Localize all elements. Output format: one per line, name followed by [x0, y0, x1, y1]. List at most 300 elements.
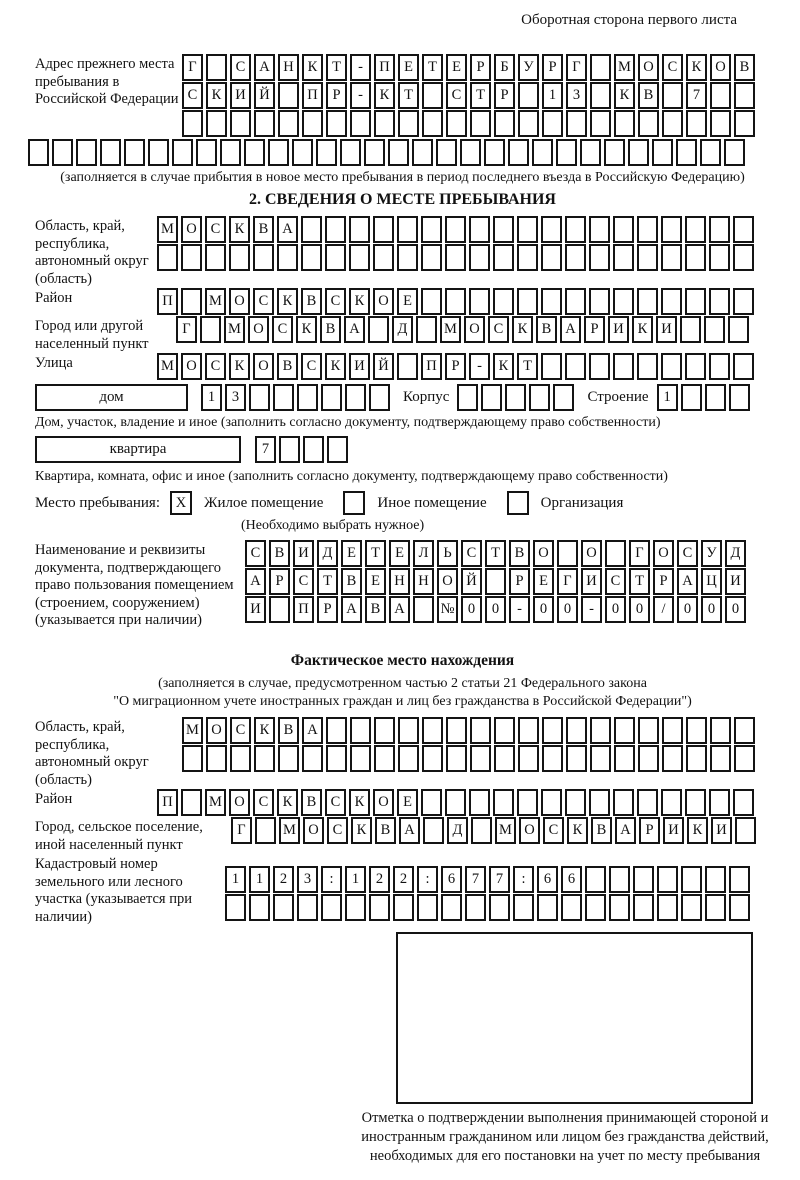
char-cell[interactable]	[273, 894, 294, 921]
char-cell[interactable]: 6	[441, 866, 462, 893]
char-cell[interactable]	[445, 216, 466, 243]
char-cell[interactable]	[565, 353, 586, 380]
char-cell[interactable]: А	[277, 216, 298, 243]
char-cell[interactable]	[709, 353, 730, 380]
char-cell[interactable]	[529, 384, 550, 411]
char-cell[interactable]	[637, 789, 658, 816]
char-cell[interactable]	[494, 110, 515, 137]
char-cell[interactable]: Г	[566, 54, 587, 81]
char-cell[interactable]: П	[302, 82, 323, 109]
char-cell[interactable]	[734, 745, 755, 772]
char-cell[interactable]: А	[344, 316, 365, 343]
char-cell[interactable]: -	[350, 82, 371, 109]
char-cell[interactable]: Г	[176, 316, 197, 343]
char-cell[interactable]: В	[509, 540, 530, 567]
char-cell[interactable]: П	[157, 789, 178, 816]
char-cell[interactable]	[505, 384, 526, 411]
char-cell[interactable]	[556, 139, 577, 166]
char-cell[interactable]: О	[533, 540, 554, 567]
char-cell[interactable]	[705, 866, 726, 893]
char-cell[interactable]	[412, 139, 433, 166]
char-cell[interactable]: С	[446, 82, 467, 109]
char-cell[interactable]	[469, 789, 490, 816]
char-cell[interactable]	[681, 866, 702, 893]
char-cell[interactable]: А	[341, 596, 362, 623]
char-cell[interactable]: К	[296, 316, 317, 343]
char-cell[interactable]: К	[351, 817, 372, 844]
char-cell[interactable]	[652, 139, 673, 166]
char-cell[interactable]	[413, 596, 434, 623]
char-cell[interactable]	[297, 384, 318, 411]
char-cell[interactable]: О	[206, 717, 227, 744]
stay-option-organization-checkbox[interactable]	[507, 491, 529, 515]
char-cell[interactable]	[460, 139, 481, 166]
char-cell[interactable]	[253, 244, 274, 271]
char-cell[interactable]	[301, 244, 322, 271]
char-cell[interactable]	[388, 139, 409, 166]
char-cell[interactable]: К	[229, 216, 250, 243]
char-cell[interactable]	[541, 353, 562, 380]
char-cell[interactable]	[680, 316, 701, 343]
char-cell[interactable]: Е	[397, 789, 418, 816]
char-cell[interactable]	[278, 745, 299, 772]
char-cell[interactable]: В	[536, 316, 557, 343]
char-cell[interactable]: Г	[629, 540, 650, 567]
char-cell[interactable]: В	[253, 216, 274, 243]
char-cell[interactable]: Й	[373, 353, 394, 380]
char-cell[interactable]: К	[254, 717, 275, 744]
char-cell[interactable]	[441, 894, 462, 921]
char-cell[interactable]: Г	[182, 54, 203, 81]
char-cell[interactable]	[561, 894, 582, 921]
char-cell[interactable]: М	[224, 316, 245, 343]
char-cell[interactable]: С	[325, 789, 346, 816]
char-cell[interactable]: Д	[392, 316, 413, 343]
char-cell[interactable]	[326, 745, 347, 772]
char-cell[interactable]	[553, 384, 574, 411]
char-cell[interactable]: 0	[701, 596, 722, 623]
char-cell[interactable]: И	[245, 596, 266, 623]
char-cell[interactable]	[493, 789, 514, 816]
char-cell[interactable]	[734, 82, 755, 109]
char-cell[interactable]	[517, 244, 538, 271]
char-cell[interactable]	[566, 110, 587, 137]
char-cell[interactable]	[661, 216, 682, 243]
char-cell[interactable]	[421, 244, 442, 271]
char-cell[interactable]	[196, 139, 217, 166]
char-cell[interactable]	[457, 384, 478, 411]
char-cell[interactable]	[470, 110, 491, 137]
char-cell[interactable]: С	[325, 288, 346, 315]
char-cell[interactable]: С	[245, 540, 266, 567]
char-cell[interactable]	[662, 717, 683, 744]
char-cell[interactable]: К	[614, 82, 635, 109]
char-cell[interactable]	[301, 216, 322, 243]
char-cell[interactable]	[494, 745, 515, 772]
char-cell[interactable]	[733, 216, 754, 243]
char-cell[interactable]: Й	[254, 82, 275, 109]
char-cell[interactable]: В	[278, 717, 299, 744]
char-cell[interactable]: С	[488, 316, 509, 343]
char-cell[interactable]: :	[417, 866, 438, 893]
char-cell[interactable]	[316, 139, 337, 166]
char-cell[interactable]	[421, 789, 442, 816]
char-cell[interactable]: В	[591, 817, 612, 844]
char-cell[interactable]: Р	[269, 568, 290, 595]
char-cell[interactable]: О	[519, 817, 540, 844]
char-cell[interactable]: Н	[413, 568, 434, 595]
char-cell[interactable]: К	[374, 82, 395, 109]
char-cell[interactable]: М	[157, 353, 178, 380]
char-cell[interactable]: :	[513, 866, 534, 893]
char-cell[interactable]: П	[374, 54, 395, 81]
char-cell[interactable]	[422, 110, 443, 137]
char-cell[interactable]: 3	[297, 866, 318, 893]
char-cell[interactable]	[637, 288, 658, 315]
char-cell[interactable]	[542, 745, 563, 772]
char-cell[interactable]	[585, 866, 606, 893]
char-cell[interactable]: О	[229, 789, 250, 816]
char-cell[interactable]	[393, 894, 414, 921]
char-cell[interactable]	[661, 789, 682, 816]
char-cell[interactable]	[681, 384, 702, 411]
char-cell[interactable]: В	[301, 288, 322, 315]
char-cell[interactable]	[417, 894, 438, 921]
char-cell[interactable]: Т	[517, 353, 538, 380]
char-cell[interactable]	[733, 244, 754, 271]
char-cell[interactable]: А	[560, 316, 581, 343]
char-cell[interactable]: Р	[584, 316, 605, 343]
char-cell[interactable]: К	[512, 316, 533, 343]
char-cell[interactable]: О	[181, 353, 202, 380]
char-cell[interactable]	[565, 216, 586, 243]
char-cell[interactable]	[542, 110, 563, 137]
char-cell[interactable]	[302, 745, 323, 772]
char-cell[interactable]	[661, 288, 682, 315]
char-cell[interactable]: А	[302, 717, 323, 744]
char-cell[interactable]	[686, 717, 707, 744]
stay-option-other-checkbox[interactable]	[343, 491, 365, 515]
char-cell[interactable]	[700, 139, 721, 166]
char-cell[interactable]	[628, 139, 649, 166]
char-cell[interactable]	[302, 110, 323, 137]
char-cell[interactable]	[350, 110, 371, 137]
char-cell[interactable]	[685, 216, 706, 243]
char-cell[interactable]: С	[461, 540, 482, 567]
char-cell[interactable]: В	[734, 54, 755, 81]
char-cell[interactable]	[373, 216, 394, 243]
char-cell[interactable]: 0	[533, 596, 554, 623]
char-cell[interactable]: О	[253, 353, 274, 380]
char-cell[interactable]	[633, 866, 654, 893]
char-cell[interactable]: В	[638, 82, 659, 109]
char-cell[interactable]	[566, 745, 587, 772]
char-cell[interactable]	[566, 717, 587, 744]
char-cell[interactable]	[613, 216, 634, 243]
char-cell[interactable]	[589, 353, 610, 380]
char-cell[interactable]	[229, 244, 250, 271]
char-cell[interactable]	[590, 82, 611, 109]
char-cell[interactable]	[181, 789, 202, 816]
char-cell[interactable]: Р	[509, 568, 530, 595]
char-cell[interactable]: К	[229, 353, 250, 380]
char-cell[interactable]	[686, 745, 707, 772]
char-cell[interactable]: О	[373, 789, 394, 816]
char-cell[interactable]	[268, 139, 289, 166]
char-cell[interactable]	[470, 717, 491, 744]
char-cell[interactable]	[637, 353, 658, 380]
char-cell[interactable]	[657, 866, 678, 893]
char-cell[interactable]: Г	[231, 817, 252, 844]
char-cell[interactable]: Т	[398, 82, 419, 109]
char-cell[interactable]	[613, 244, 634, 271]
char-cell[interactable]: К	[632, 316, 653, 343]
char-cell[interactable]	[397, 353, 418, 380]
char-cell[interactable]: С	[205, 216, 226, 243]
char-cell[interactable]	[557, 540, 578, 567]
char-cell[interactable]: В	[269, 540, 290, 567]
char-cell[interactable]: 0	[605, 596, 626, 623]
char-cell[interactable]	[321, 384, 342, 411]
char-cell[interactable]	[269, 596, 290, 623]
char-cell[interactable]	[100, 139, 121, 166]
char-cell[interactable]	[470, 745, 491, 772]
char-cell[interactable]: О	[248, 316, 269, 343]
char-cell[interactable]: С	[205, 353, 226, 380]
char-cell[interactable]	[277, 244, 298, 271]
char-cell[interactable]: М	[440, 316, 461, 343]
char-cell[interactable]: А	[615, 817, 636, 844]
char-cell[interactable]: Е	[365, 568, 386, 595]
char-cell[interactable]	[517, 216, 538, 243]
char-cell[interactable]: И	[711, 817, 732, 844]
char-cell[interactable]	[255, 817, 276, 844]
char-cell[interactable]	[614, 110, 635, 137]
char-cell[interactable]: В	[365, 596, 386, 623]
char-cell[interactable]	[662, 745, 683, 772]
char-cell[interactable]: Е	[397, 288, 418, 315]
char-cell[interactable]: Е	[446, 54, 467, 81]
char-cell[interactable]: С	[605, 568, 626, 595]
char-cell[interactable]	[345, 384, 366, 411]
char-cell[interactable]	[349, 244, 370, 271]
char-cell[interactable]	[28, 139, 49, 166]
char-cell[interactable]	[200, 316, 221, 343]
char-cell[interactable]	[661, 353, 682, 380]
stamp-box[interactable]	[396, 932, 753, 1104]
char-cell[interactable]	[590, 717, 611, 744]
char-cell[interactable]	[148, 139, 169, 166]
char-cell[interactable]	[446, 110, 467, 137]
char-cell[interactable]	[398, 745, 419, 772]
char-cell[interactable]	[638, 745, 659, 772]
char-cell[interactable]: 7	[465, 866, 486, 893]
char-cell[interactable]: Т	[470, 82, 491, 109]
char-cell[interactable]: И	[656, 316, 677, 343]
char-cell[interactable]: /	[653, 596, 674, 623]
char-cell[interactable]: О	[303, 817, 324, 844]
char-cell[interactable]	[421, 216, 442, 243]
char-cell[interactable]	[590, 54, 611, 81]
char-cell[interactable]: С	[293, 568, 314, 595]
char-cell[interactable]: И	[663, 817, 684, 844]
char-cell[interactable]: 2	[369, 866, 390, 893]
char-cell[interactable]	[605, 540, 626, 567]
char-cell[interactable]	[589, 244, 610, 271]
char-cell[interactable]	[614, 745, 635, 772]
char-cell[interactable]: Р	[653, 568, 674, 595]
char-cell[interactable]	[709, 789, 730, 816]
char-cell[interactable]: У	[701, 540, 722, 567]
char-cell[interactable]	[398, 110, 419, 137]
char-cell[interactable]	[373, 244, 394, 271]
char-cell[interactable]	[422, 717, 443, 744]
char-cell[interactable]	[513, 894, 534, 921]
char-cell[interactable]	[541, 244, 562, 271]
char-cell[interactable]	[445, 288, 466, 315]
char-cell[interactable]	[481, 384, 502, 411]
char-cell[interactable]	[565, 288, 586, 315]
char-cell[interactable]: С	[230, 54, 251, 81]
char-cell[interactable]	[254, 745, 275, 772]
char-cell[interactable]	[532, 139, 553, 166]
char-cell[interactable]: 1	[657, 384, 678, 411]
char-cell[interactable]: 1	[201, 384, 222, 411]
char-cell[interactable]	[220, 139, 241, 166]
char-cell[interactable]	[685, 353, 706, 380]
char-cell[interactable]	[613, 353, 634, 380]
char-cell[interactable]: М	[205, 789, 226, 816]
char-cell[interactable]: Р	[639, 817, 660, 844]
char-cell[interactable]	[585, 894, 606, 921]
char-cell[interactable]: С	[230, 717, 251, 744]
char-cell[interactable]	[445, 789, 466, 816]
char-cell[interactable]: Т	[365, 540, 386, 567]
char-cell[interactable]: К	[687, 817, 708, 844]
char-cell[interactable]	[590, 110, 611, 137]
char-cell[interactable]	[327, 436, 348, 463]
char-cell[interactable]	[681, 894, 702, 921]
char-cell[interactable]: Н	[278, 54, 299, 81]
char-cell[interactable]: Л	[413, 540, 434, 567]
char-cell[interactable]	[469, 244, 490, 271]
char-cell[interactable]: 0	[677, 596, 698, 623]
char-cell[interactable]	[733, 353, 754, 380]
char-cell[interactable]: К	[325, 353, 346, 380]
char-cell[interactable]: 6	[537, 866, 558, 893]
char-cell[interactable]: К	[302, 54, 323, 81]
char-cell[interactable]: 7	[255, 436, 276, 463]
char-cell[interactable]	[374, 110, 395, 137]
char-cell[interactable]: О	[229, 288, 250, 315]
char-cell[interactable]	[637, 216, 658, 243]
char-cell[interactable]: 0	[461, 596, 482, 623]
char-cell[interactable]	[633, 894, 654, 921]
char-cell[interactable]	[729, 894, 750, 921]
char-cell[interactable]	[724, 139, 745, 166]
char-cell[interactable]: 3	[225, 384, 246, 411]
char-cell[interactable]	[465, 894, 486, 921]
char-cell[interactable]: Р	[317, 596, 338, 623]
char-cell[interactable]	[728, 316, 749, 343]
char-cell[interactable]	[609, 894, 630, 921]
char-cell[interactable]: 2	[273, 866, 294, 893]
char-cell[interactable]	[374, 745, 395, 772]
char-cell[interactable]	[638, 110, 659, 137]
char-cell[interactable]	[172, 139, 193, 166]
char-cell[interactable]	[273, 384, 294, 411]
char-cell[interactable]: 7	[686, 82, 707, 109]
char-cell[interactable]: А	[389, 596, 410, 623]
char-cell[interactable]: С	[253, 789, 274, 816]
char-cell[interactable]	[303, 436, 324, 463]
char-cell[interactable]	[613, 789, 634, 816]
char-cell[interactable]: 1	[345, 866, 366, 893]
char-cell[interactable]	[709, 288, 730, 315]
char-cell[interactable]: П	[157, 288, 178, 315]
char-cell[interactable]: Т	[317, 568, 338, 595]
char-cell[interactable]	[369, 894, 390, 921]
char-cell[interactable]	[398, 717, 419, 744]
char-cell[interactable]: Р	[445, 353, 466, 380]
char-cell[interactable]	[321, 894, 342, 921]
char-cell[interactable]: -	[469, 353, 490, 380]
char-cell[interactable]	[637, 244, 658, 271]
char-cell[interactable]	[368, 316, 389, 343]
char-cell[interactable]	[374, 717, 395, 744]
char-cell[interactable]	[710, 110, 731, 137]
char-cell[interactable]: Е	[533, 568, 554, 595]
char-cell[interactable]: К	[686, 54, 707, 81]
char-cell[interactable]	[729, 384, 750, 411]
char-cell[interactable]	[541, 216, 562, 243]
char-cell[interactable]	[436, 139, 457, 166]
char-cell[interactable]	[279, 436, 300, 463]
char-cell[interactable]: А	[254, 54, 275, 81]
char-cell[interactable]: Р	[470, 54, 491, 81]
char-cell[interactable]: Д	[725, 540, 746, 567]
char-cell[interactable]	[225, 894, 246, 921]
char-cell[interactable]: 1	[225, 866, 246, 893]
char-cell[interactable]: В	[320, 316, 341, 343]
char-cell[interactable]	[589, 288, 610, 315]
char-cell[interactable]	[181, 288, 202, 315]
char-cell[interactable]: П	[293, 596, 314, 623]
char-cell[interactable]: 0	[485, 596, 506, 623]
char-cell[interactable]	[278, 82, 299, 109]
char-cell[interactable]	[662, 110, 683, 137]
char-cell[interactable]	[604, 139, 625, 166]
char-cell[interactable]	[446, 745, 467, 772]
char-cell[interactable]: 0	[557, 596, 578, 623]
char-cell[interactable]: К	[349, 789, 370, 816]
char-cell[interactable]	[734, 717, 755, 744]
char-cell[interactable]	[685, 789, 706, 816]
char-cell[interactable]	[484, 139, 505, 166]
char-cell[interactable]	[278, 110, 299, 137]
char-cell[interactable]: О	[638, 54, 659, 81]
char-cell[interactable]: С	[327, 817, 348, 844]
char-cell[interactable]	[685, 244, 706, 271]
char-cell[interactable]: Т	[422, 54, 443, 81]
char-cell[interactable]	[614, 717, 635, 744]
char-cell[interactable]: С	[677, 540, 698, 567]
char-cell[interactable]	[206, 54, 227, 81]
char-cell[interactable]	[157, 244, 178, 271]
char-cell[interactable]	[508, 139, 529, 166]
char-cell[interactable]	[589, 216, 610, 243]
char-cell[interactable]: А	[399, 817, 420, 844]
